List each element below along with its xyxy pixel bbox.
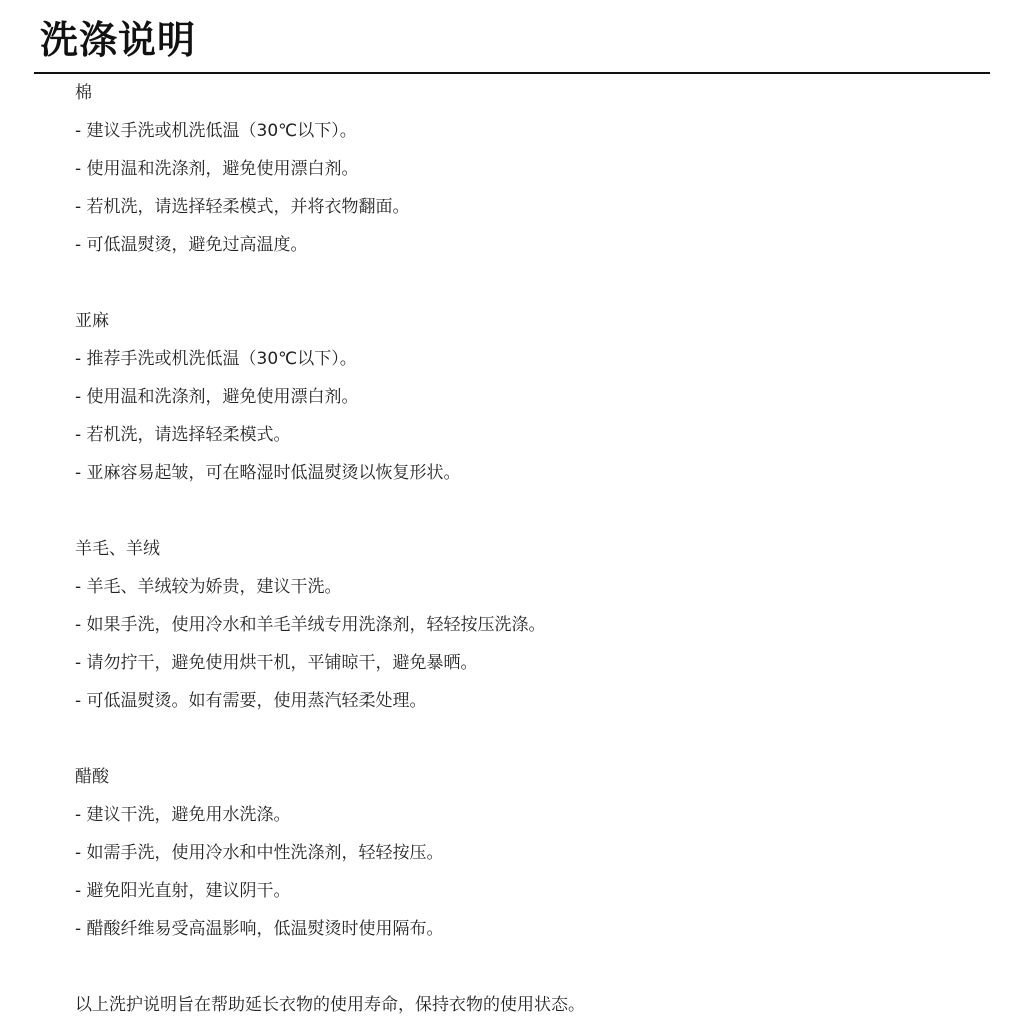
list-item: - 如果手洗，使用冷水和羊毛羊绒专用洗涤剂，轻轻按压洗涤。 (75, 615, 546, 635)
page-title: 洗涤说明 (40, 18, 197, 62)
spacer (75, 492, 975, 530)
list-item: - 亚麻容易起皱，可在略湿时低温熨烫以恢复形状。 (75, 463, 461, 483)
section-heading: 醋酸 (75, 767, 109, 787)
spacer (75, 948, 975, 986)
list-item: - 如需手洗，使用冷水和中性洗涤剂，轻轻按压。 (75, 843, 444, 863)
section-cotton (75, 74, 975, 264)
section-heading: 羊毛、羊绒 (75, 539, 160, 559)
spacer (75, 264, 975, 302)
list-item: - 羊毛、羊绒较为娇贵，建议干洗。 (75, 577, 342, 597)
list-item: - 醋酸纤维易受高温影响，低温熨烫时使用隔布。 (75, 919, 444, 939)
footer-note: 以上洗护说明旨在帮助延长衣物的使用寿命，保持衣物的使用状态。 (75, 995, 585, 1015)
section-acetate (75, 758, 975, 948)
section-heading: 亚麻 (75, 311, 109, 331)
list-item: - 请勿拧干，避免使用烘干机，平铺晾干，避免暴晒。 (75, 653, 478, 673)
section-wool-cashmere (75, 530, 975, 720)
list-item: - 可低温熨烫，避免过高温度。 (75, 235, 308, 255)
list-item: - 使用温和洗涤剂，避免使用漂白剂。 (75, 159, 359, 179)
care-instructions (75, 74, 975, 1024)
list-item: - 若机洗，请选择轻柔模式，并将衣物翻面。 (75, 197, 410, 217)
list-item: - 避免阳光直射，建议阴干。 (75, 881, 291, 901)
list-item: - 建议手洗或机洗低温（30℃以下）。 (75, 121, 357, 141)
list-item: - 建议干洗，避免用水洗涤。 (75, 805, 291, 825)
list-item: - 若机洗，请选择轻柔模式。 (75, 425, 291, 445)
spacer (75, 720, 975, 758)
section-heading: 棉 (75, 83, 92, 103)
section-linen (75, 302, 975, 492)
list-item: - 推荐手洗或机洗低温（30℃以下）。 (75, 349, 357, 369)
list-item: - 可低温熨烫。如有需要，使用蒸汽轻柔处理。 (75, 691, 427, 711)
list-item: - 使用温和洗涤剂，避免使用漂白剂。 (75, 387, 359, 407)
